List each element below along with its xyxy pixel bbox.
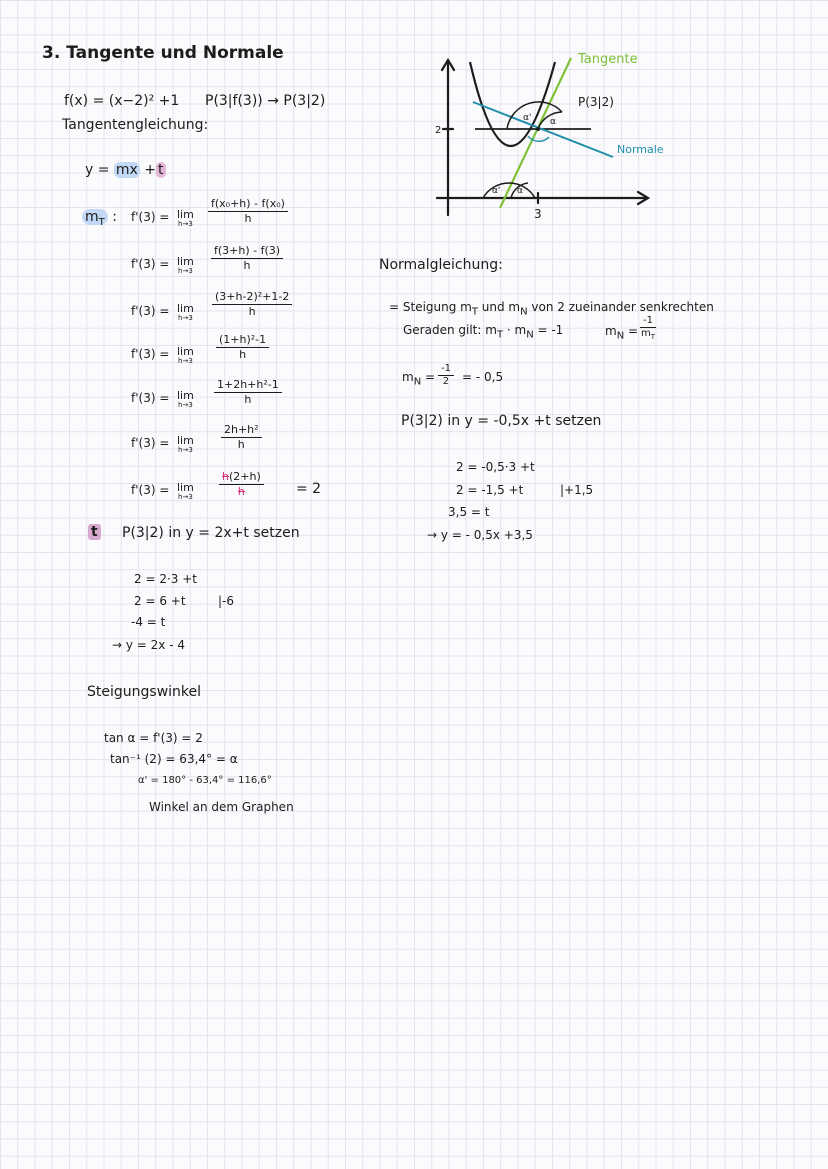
fraction-numerator: 2h+h²: [221, 423, 262, 438]
slope-label-sub: T: [98, 216, 105, 228]
fraction-denominator: h: [237, 438, 245, 451]
intercept-label: t: [88, 524, 101, 540]
slope-term: mx: [115, 162, 138, 178]
derivation-lhs: f'(3) =: [131, 304, 170, 318]
text-sub: N: [413, 376, 422, 388]
fraction-denominator: h: [244, 393, 252, 406]
angle-heading: Steigungswinkel: [87, 684, 202, 700]
section-title: [42, 44, 284, 62]
intercept-step-text: P(3|2) in y = 2x+t setzen: [122, 525, 300, 541]
function-definition: f(x) = (x−2)² +1: [64, 93, 180, 109]
limit-operator: [177, 256, 194, 275]
normal-explanation-line2: [403, 321, 563, 341]
fraction-numerator: -1: [640, 315, 656, 328]
tangent-line: [500, 58, 571, 208]
intercept-solve-line: 2 = 2·3 +t: [134, 572, 197, 586]
normal-slope-lhs: [402, 368, 435, 388]
tangent-normal-graph: [425, 40, 675, 230]
fraction-denominator: h: [243, 259, 251, 272]
text-sub: N: [616, 330, 625, 342]
intercept-term: t: [158, 162, 164, 178]
limit-word: lim: [177, 434, 194, 447]
text-part: = Steigung m: [389, 300, 472, 314]
slope-label-badge: [82, 209, 108, 228]
angle-line: α' = 180° - 63,4° = 116,6°: [138, 775, 272, 786]
point-label: P(3|2): [578, 95, 614, 109]
limit-operator: [177, 209, 194, 228]
fraction-numerator: 1+2h+h²-1: [214, 378, 282, 393]
limit-operator: [177, 303, 194, 322]
derivation-fraction: [219, 470, 264, 498]
limit-sub: h→3: [178, 401, 193, 409]
cancelled-denominator: h: [237, 485, 245, 498]
general-line-equation: [85, 161, 166, 179]
fraction-numerator: (3+h-2)²+1-2: [212, 290, 292, 305]
limit-sub: h→3: [178, 493, 193, 501]
point-definition: P(3|f(3)) → P(3|2): [205, 93, 326, 109]
angle-line: tan⁻¹ (2) = 63,4° = α: [110, 752, 238, 766]
parabola-curve: [470, 62, 555, 146]
derivation-fraction: [211, 244, 283, 272]
intercept-solve-line: 2 = 6 +t: [134, 594, 186, 608]
intercept-step: [88, 523, 101, 541]
base-angle-label-alpha: α: [517, 186, 523, 196]
normal-solve-operation: |+1,5: [560, 483, 594, 497]
limit-word: lim: [177, 389, 194, 402]
derivation-lhs: f'(3) =: [131, 210, 170, 224]
limit-word: lim: [177, 481, 194, 494]
y-tick-label: 2: [435, 125, 442, 136]
text-part: m: [640, 328, 651, 339]
derivation-lhs: f'(3) =: [131, 257, 170, 271]
normal-slope-fraction: [438, 363, 454, 387]
tangent-result: → y = 2x - 4: [112, 638, 185, 652]
derivation-fraction: [221, 423, 262, 451]
text-part: Geraden gilt: m: [403, 323, 497, 337]
eq-plus: +: [139, 162, 157, 178]
text-part: und m: [477, 300, 521, 314]
text-sub: N: [526, 329, 534, 341]
limit-operator: [177, 435, 194, 454]
normal-heading: Normalgleichung:: [379, 257, 503, 273]
text-part: =: [624, 324, 639, 338]
limit-word: lim: [177, 302, 194, 315]
limit-sub: h→3: [178, 357, 193, 365]
limit-operator: [177, 390, 194, 409]
text-part: von 2 zueinander senkrechten: [527, 300, 714, 314]
text-sub: N: [520, 306, 528, 318]
derivation-lhs: f'(3) =: [131, 483, 170, 497]
normal-slope-formula-lhs: [605, 322, 638, 342]
text-sub: T: [650, 333, 655, 341]
intercept-solve-line: -4 = t: [131, 615, 166, 629]
fraction-numerator: f(x₀+h) - f(x₀): [208, 197, 288, 212]
derivation-fraction: [214, 378, 282, 406]
fraction-numerator: -1: [438, 363, 454, 376]
text-part: m: [402, 370, 414, 384]
limit-operator: [177, 346, 194, 365]
normal-slope-result: = - 0,5: [462, 370, 504, 384]
normal-step-text: P(3|2) in y = -0,5x +t setzen: [401, 413, 602, 429]
fraction-denominator: [640, 328, 656, 343]
slope-label: [82, 208, 117, 229]
section-title-text: Tangente und Normale: [66, 43, 284, 63]
tangent-heading: Tangentengleichung:: [62, 117, 209, 133]
coordinate-axes: [437, 60, 648, 215]
text-part: m: [605, 324, 617, 338]
derivation-fraction: [208, 197, 288, 225]
intercept-solve-operation: |-6: [218, 594, 235, 608]
slope-label-m: m: [85, 209, 99, 225]
cancelled-factor: h: [222, 470, 229, 483]
fraction-denominator: h: [244, 212, 252, 225]
fraction-numerator: [219, 470, 264, 485]
section-number: 3.: [42, 43, 61, 63]
limit-word: lim: [177, 345, 194, 358]
limit-sub: h→3: [178, 220, 193, 228]
text-part: · m: [503, 323, 527, 337]
text-sub: T: [471, 306, 478, 318]
derivation-lhs: f'(3) =: [131, 391, 170, 405]
limit-sub: h→3: [178, 446, 193, 454]
fraction-denominator: h: [239, 348, 247, 361]
derivative-result: = 2: [296, 481, 322, 497]
normal-solve-line: 2 = -0,5·3 +t: [456, 460, 535, 474]
derivation-fraction: [212, 290, 292, 318]
text-part: =: [421, 370, 436, 384]
angle-line: tan α = f'(3) = 2: [104, 731, 203, 745]
limit-sub: h→3: [178, 267, 193, 275]
angle-label-prime: α': [523, 113, 532, 123]
angle-line: Winkel an dem Graphen: [149, 800, 294, 814]
eq-y: y =: [85, 162, 114, 178]
text-part: = -1: [533, 323, 564, 337]
normal-solve-line: 3,5 = t: [448, 505, 490, 519]
tangent-point-marker: [536, 127, 540, 131]
fraction-denominator: 2: [442, 376, 450, 387]
derivation-lhs: f'(3) =: [131, 347, 170, 361]
remaining-factor: (2+h): [228, 470, 261, 483]
limit-operator: [177, 482, 194, 501]
fraction-numerator: f(3+h) - f(3): [211, 244, 283, 259]
x-tick-label: 3: [534, 207, 542, 221]
normal-solve-line: 2 = -1,5 +t: [456, 483, 524, 497]
normal-slope-formula-fraction: [640, 315, 656, 343]
text-sub: T: [496, 329, 504, 341]
fraction-numerator: (1+h)²-1: [216, 333, 269, 348]
fraction-denominator: h: [248, 305, 256, 318]
normal-explanation-line1: [389, 298, 714, 318]
derivation-lhs: f'(3) =: [131, 436, 170, 450]
angle-label-alpha: α: [550, 117, 556, 127]
slope-label-colon: :: [112, 209, 117, 225]
normal-label: Normale: [617, 143, 664, 156]
derivation-fraction: [216, 333, 269, 361]
tangent-label: Tangente: [578, 52, 638, 67]
limit-word: lim: [177, 208, 194, 221]
limit-sub: h→3: [178, 314, 193, 322]
base-angle-label-prime: α': [492, 186, 501, 196]
normal-result: → y = - 0,5x +3,5: [427, 528, 533, 542]
limit-word: lim: [177, 255, 194, 268]
